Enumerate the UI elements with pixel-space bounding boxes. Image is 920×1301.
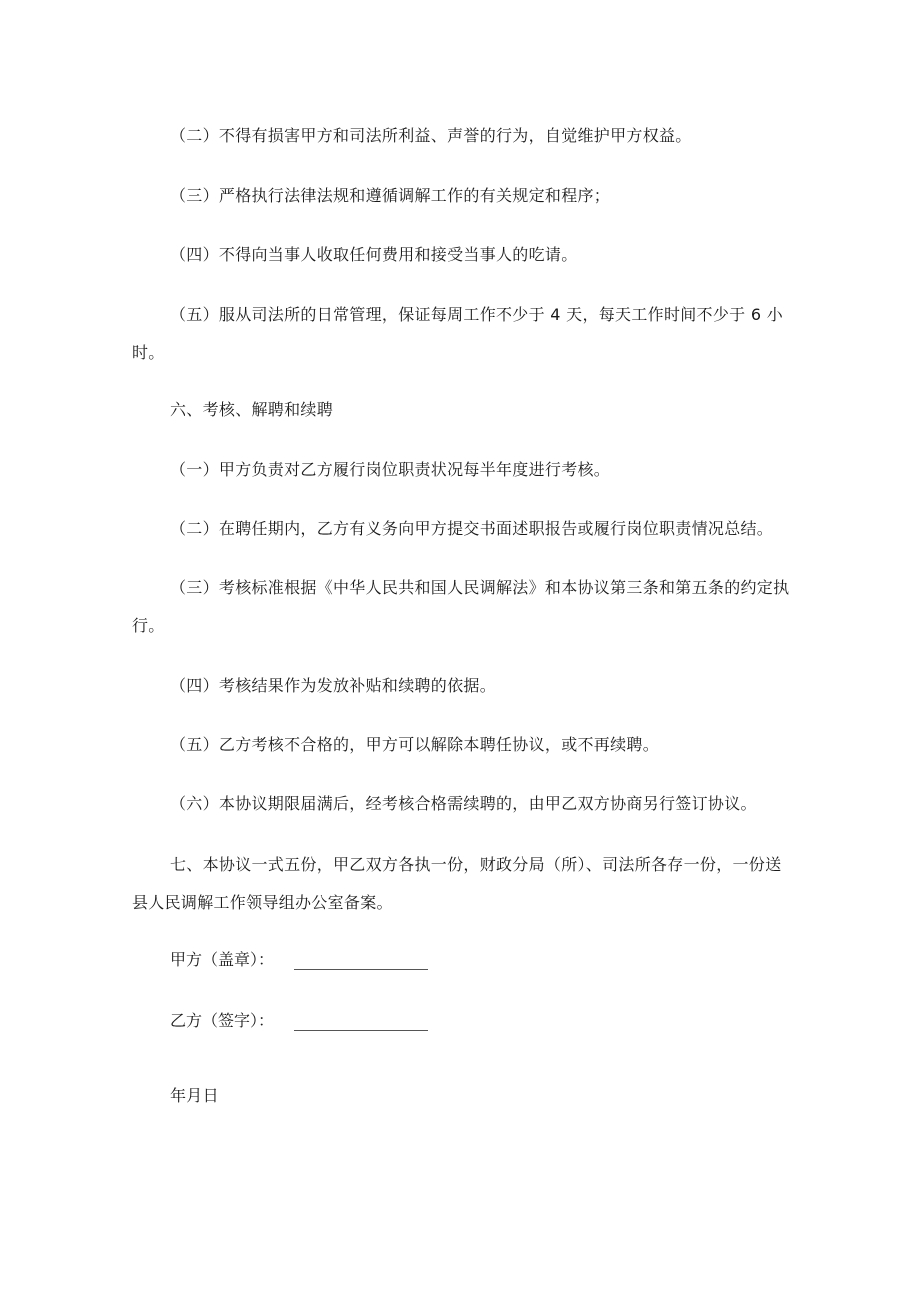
section-heading-6: 六、考核、解聘和续聘 <box>170 400 334 419</box>
paragraph-assessment-5: （五）乙方考核不合格的，甲方可以解除本聘任协议，或不再续聘。 <box>170 735 660 754</box>
paragraph-assessment-4: （四）考核结果作为发放补贴和续聘的依据。 <box>170 676 497 695</box>
date-line: 年月日 <box>170 1086 219 1105</box>
party-b-signature-line <box>294 1014 428 1031</box>
party-a-label: 甲方（盖章）： <box>170 950 275 969</box>
paragraph-duty-4: （四）不得向当事人收取任何费用和接受当事人的吃请。 <box>170 245 578 264</box>
paragraph-duty-5: （五）服从司法所的日常管理，保证每周工作不少于 4 天，每天工作时间不少于 6 小时。 <box>132 305 784 362</box>
paragraph-assessment-2: （二）在聘任期内，乙方有义务向甲方提交书面述职报告或履行岗位职责情况总结。 <box>170 519 774 538</box>
paragraph-assessment-3: （三）考核标准根据《中华人民共和国人民调解法》和本协议第三条和第五条的约定执行。 <box>132 578 790 635</box>
paragraph-assessment-6: （六）本协议期限届满后，经考核合格需续聘的，由甲乙双方协商另行签订协议。 <box>170 794 757 813</box>
party-a-signature-line <box>294 953 428 970</box>
paragraph-section-7: 七、本协议一式五份，甲乙双方各执一份，财政分局（所）、司法所各存一份，一份送县人民调解工作领导组办公室备案。 <box>132 855 782 912</box>
paragraph-duty-3: （三）严格执行法律法规和遵循调解工作的有关规定和程序； <box>170 186 611 205</box>
party-b-label: 乙方（签字）： <box>170 1011 275 1030</box>
paragraph-duty-2: （二）不得有损害甲方和司法所利益、声誉的行为，自觉维护甲方权益。 <box>170 126 692 145</box>
signature-party-b <box>170 1011 428 1031</box>
signature-party-a <box>170 950 428 970</box>
paragraph-assessment-1: （一）甲方负责对乙方履行岗位职责状况每半年度进行考核。 <box>170 460 611 479</box>
